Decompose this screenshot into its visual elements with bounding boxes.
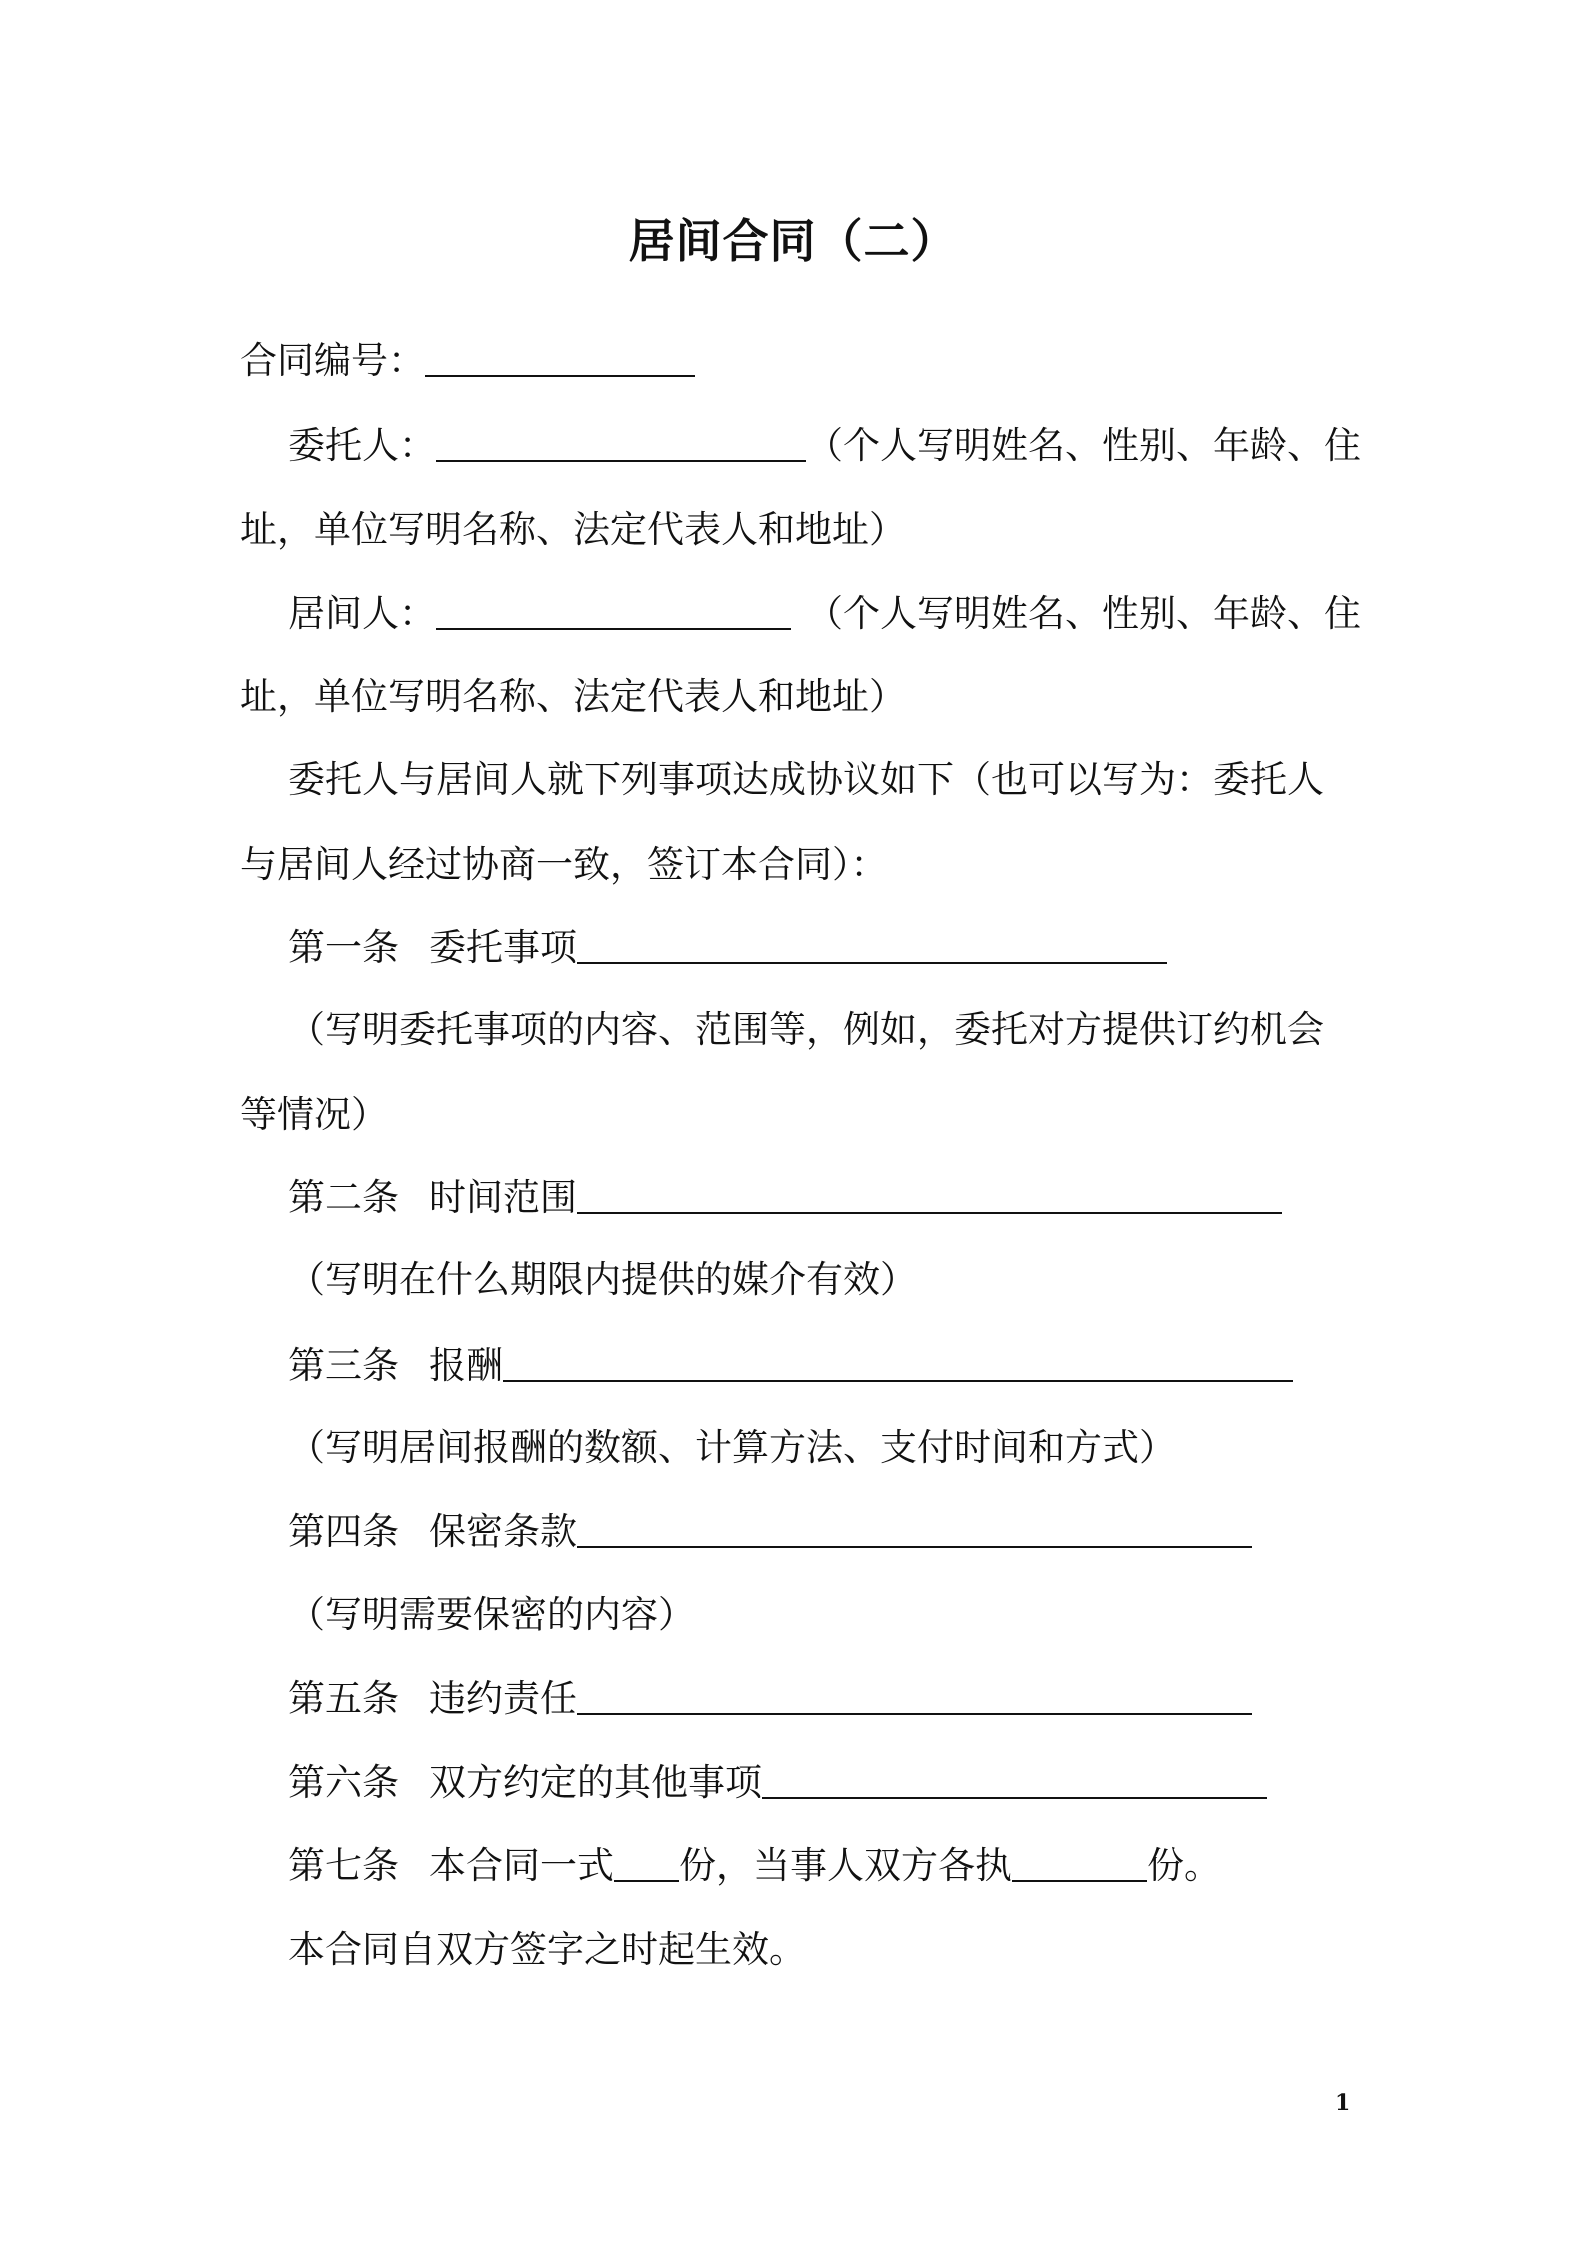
article-7-text3: 份。 — [1147, 1844, 1221, 1887]
article-6-num: 第六条 — [288, 1761, 399, 1804]
article-7-text1: 本合同一式 — [429, 1844, 614, 1887]
article-2-note-line — [288, 1255, 917, 1305]
article-1-note-line-1 — [288, 1005, 1324, 1055]
article-4-num: 第四条 — [288, 1510, 399, 1553]
intro-part2: 与居间人经过协商一致，签订本合同）： — [240, 843, 888, 886]
principal-line — [288, 420, 1361, 470]
contract-number-blank[interactable] — [425, 335, 695, 377]
intermediary-note-part1: （个人写明姓名、性别、年龄、住 — [806, 592, 1361, 635]
article-1-note1: （写明委托事项的内容、范围等，例如，委托对方提供订约机会 — [288, 1008, 1324, 1051]
intermediary-line — [288, 588, 1361, 638]
article-2-line — [288, 1172, 1282, 1222]
contract-number-label: 合同编号： — [240, 339, 425, 382]
article-7-line — [288, 1840, 1221, 1890]
principal-note-line — [240, 505, 906, 555]
article-1-line — [288, 922, 1167, 972]
article-3-note: （写明居间报酬的数额、计算方法、支付时间和方式） — [288, 1426, 1176, 1469]
article-4-blank[interactable] — [577, 1506, 1252, 1548]
article-4-note-line — [288, 1590, 695, 1640]
principal-note-part2: 址，单位写明名称、法定代表人和地址） — [240, 508, 906, 551]
intro-line-2 — [240, 840, 888, 890]
article-1-title: 委托事项 — [429, 926, 577, 969]
article-6-blank[interactable] — [762, 1757, 1267, 1799]
article-3-num: 第三条 — [288, 1344, 399, 1387]
copies-each-blank[interactable] — [1012, 1840, 1147, 1882]
article-1-blank[interactable] — [577, 922, 1167, 964]
article-5-blank[interactable] — [577, 1673, 1252, 1715]
article-2-blank[interactable] — [577, 1172, 1282, 1214]
article-3-note-line — [288, 1423, 1176, 1473]
principal-label: 委托人： — [288, 424, 436, 467]
article-2-num: 第二条 — [288, 1176, 399, 1219]
contract-number-line — [240, 335, 695, 385]
intermediary-blank[interactable] — [436, 588, 791, 630]
intermediary-note-line — [240, 672, 906, 722]
article-7-num: 第七条 — [288, 1844, 399, 1887]
article-5-title: 违约责任 — [429, 1677, 577, 1720]
article-3-title: 报酬 — [429, 1344, 503, 1387]
intro-line-1 — [288, 755, 1324, 805]
article-1-note2: 等情况） — [240, 1093, 388, 1136]
copies-total-blank[interactable] — [614, 1840, 679, 1882]
effective-text: 本合同自双方签字之时起生效。 — [288, 1928, 806, 1971]
article-5-num: 第五条 — [288, 1677, 399, 1720]
intermediary-note-part2: 址，单位写明名称、法定代表人和地址） — [240, 675, 906, 718]
effective-line — [288, 1925, 806, 1975]
intermediary-label: 居间人： — [288, 592, 436, 635]
article-2-title: 时间范围 — [429, 1176, 577, 1219]
article-7-text2: 份，当事人双方各执 — [679, 1844, 1012, 1887]
page-number: 1 — [1335, 2090, 1351, 2116]
article-2-note: （写明在什么期限内提供的媒介有效） — [288, 1258, 917, 1301]
document-title: 居间合同（二） — [628, 214, 958, 268]
article-4-note: （写明需要保密的内容） — [288, 1593, 695, 1636]
principal-note-part1: （个人写明姓名、性别、年龄、住 — [806, 424, 1361, 467]
article-5-line — [288, 1673, 1252, 1723]
article-6-title: 双方约定的其他事项 — [429, 1761, 762, 1804]
article-3-blank[interactable] — [503, 1340, 1293, 1382]
article-1-note-line-2 — [240, 1090, 388, 1140]
article-1-num: 第一条 — [288, 926, 399, 969]
article-3-line — [288, 1340, 1293, 1390]
article-4-line — [288, 1506, 1252, 1556]
article-4-title: 保密条款 — [429, 1510, 577, 1553]
principal-blank[interactable] — [436, 420, 806, 462]
intro-part1: 委托人与居间人就下列事项达成协议如下（也可以写为：委托人 — [288, 758, 1324, 801]
article-6-line — [288, 1757, 1267, 1807]
